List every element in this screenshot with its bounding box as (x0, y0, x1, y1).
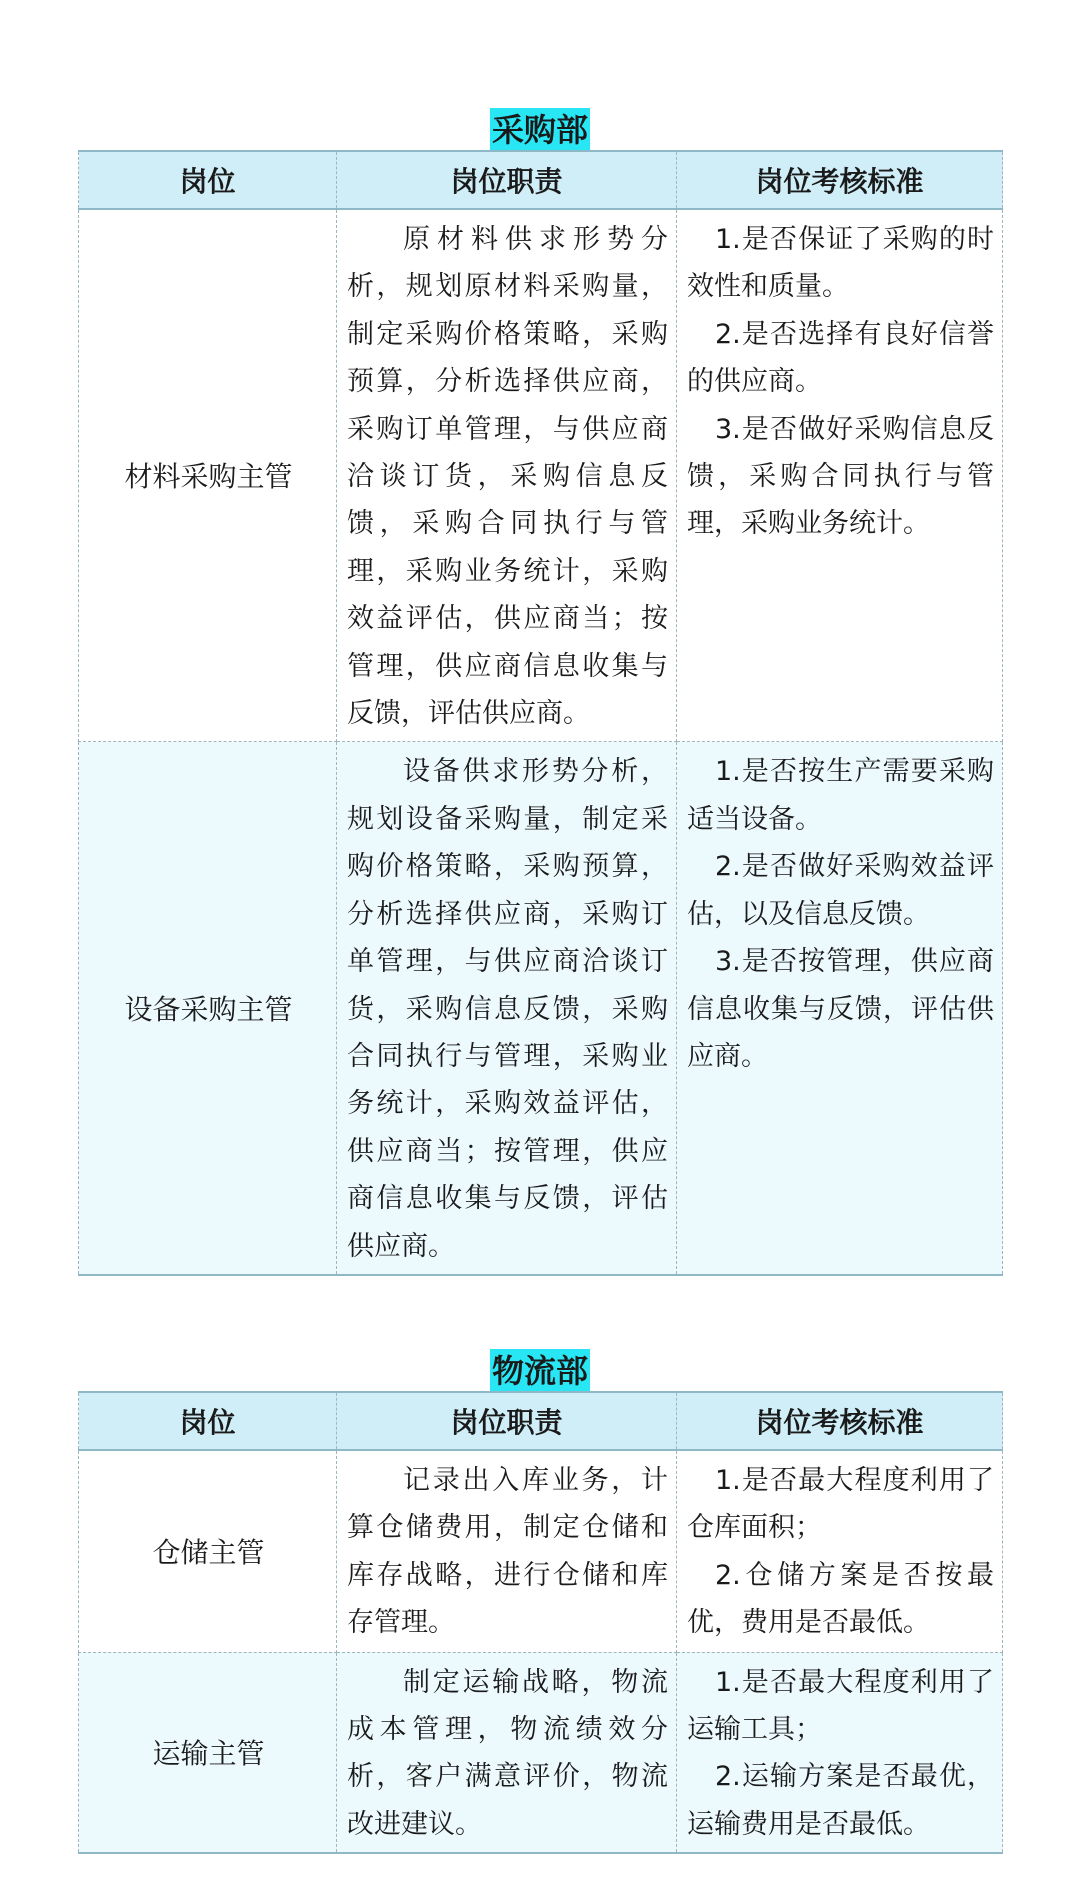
duties-text: 制定运输战略，物流成本管理，物流绩效分析，客户满意评价，物流改进建议。 (347, 1666, 668, 1840)
table-row (79, 1450, 1003, 1652)
position-cell: 材料采购主管 (79, 209, 337, 742)
duties-cell (337, 1450, 677, 1652)
criteria-item: 1.是否保证了采购的时效性和质量。 (687, 224, 994, 303)
criteria-item: 1.是否最大程度利用了运输工具； (687, 1666, 994, 1745)
table-row (79, 1652, 1003, 1853)
criteria-item: 3.是否按管理，供应商信息收集与反馈，评估供应商。 (687, 946, 994, 1072)
purchasing-table (78, 150, 1003, 1276)
criteria-item: 2.仓储方案是否按最优，费用是否最低。 (687, 1559, 994, 1639)
duties-cell (337, 1652, 677, 1853)
header-duties: 岗位职责 (337, 151, 677, 209)
criteria-item: 1.是否最大程度利用了仓库面积； (687, 1465, 994, 1544)
criteria-item: 2.运输方案是否最优，运输费用是否最低。 (687, 1761, 994, 1840)
criteria-cell (677, 1450, 1003, 1652)
logistics-table (78, 1391, 1003, 1854)
criteria-cell (677, 742, 1003, 1275)
table-header-row (79, 151, 1003, 209)
header-duties: 岗位职责 (337, 1392, 677, 1450)
logistics-title: 物流部 (490, 1349, 590, 1393)
criteria-cell (677, 209, 1003, 742)
table-row (79, 209, 1003, 742)
table-row (79, 742, 1003, 1275)
duties-text: 原材料供求形势分析，规划原材料采购量，制定采购价格策略，采购预算，分析选择供应商，采购订单管理，与供应商洽谈订货，采购信息反馈，采购合同执行与管理，采购业务统计，采购效益评估，供应商当；按管理，供应商信息收集与反馈，评估供应商。 (347, 224, 668, 730)
purchasing-title: 采购部 (490, 108, 590, 152)
criteria-item: 2.是否选择有良好信誉的供应商。 (687, 318, 994, 398)
header-criteria: 岗位考核标准 (677, 151, 1003, 209)
criteria-item: 3.是否做好采购信息反馈，采购合同执行与管理，采购业务统计。 (687, 413, 994, 540)
duties-cell (337, 209, 677, 742)
criteria-item: 2.是否做好采购效益评估，以及信息反馈。 (687, 851, 994, 930)
header-criteria: 岗位考核标准 (677, 1392, 1003, 1450)
position-cell: 运输主管 (79, 1652, 337, 1853)
header-position: 岗位 (79, 1392, 337, 1450)
criteria-cell (677, 1652, 1003, 1853)
position-cell: 仓储主管 (79, 1450, 337, 1652)
duties-cell (337, 742, 677, 1275)
position-cell: 设备采购主管 (79, 742, 337, 1275)
table-header-row (79, 1392, 1003, 1450)
criteria-item: 1.是否按生产需要采购适当设备。 (687, 756, 994, 835)
duties-text: 设备供求形势分析，规划设备采购量，制定采购价格策略，采购预算，分析选择供应商，采购订单管理，与供应商洽谈订货，采购信息反馈，采购合同执行与管理，采购业务统计，采购效益评估，供应商当；按管理，供应商信息收集与反馈，评估供应商。 (347, 756, 668, 1262)
duties-text: 记录出入库业务，计算仓储费用，制定仓储和库存战略，进行仓储和库存管理。 (347, 1465, 668, 1639)
header-position: 岗位 (79, 151, 337, 209)
